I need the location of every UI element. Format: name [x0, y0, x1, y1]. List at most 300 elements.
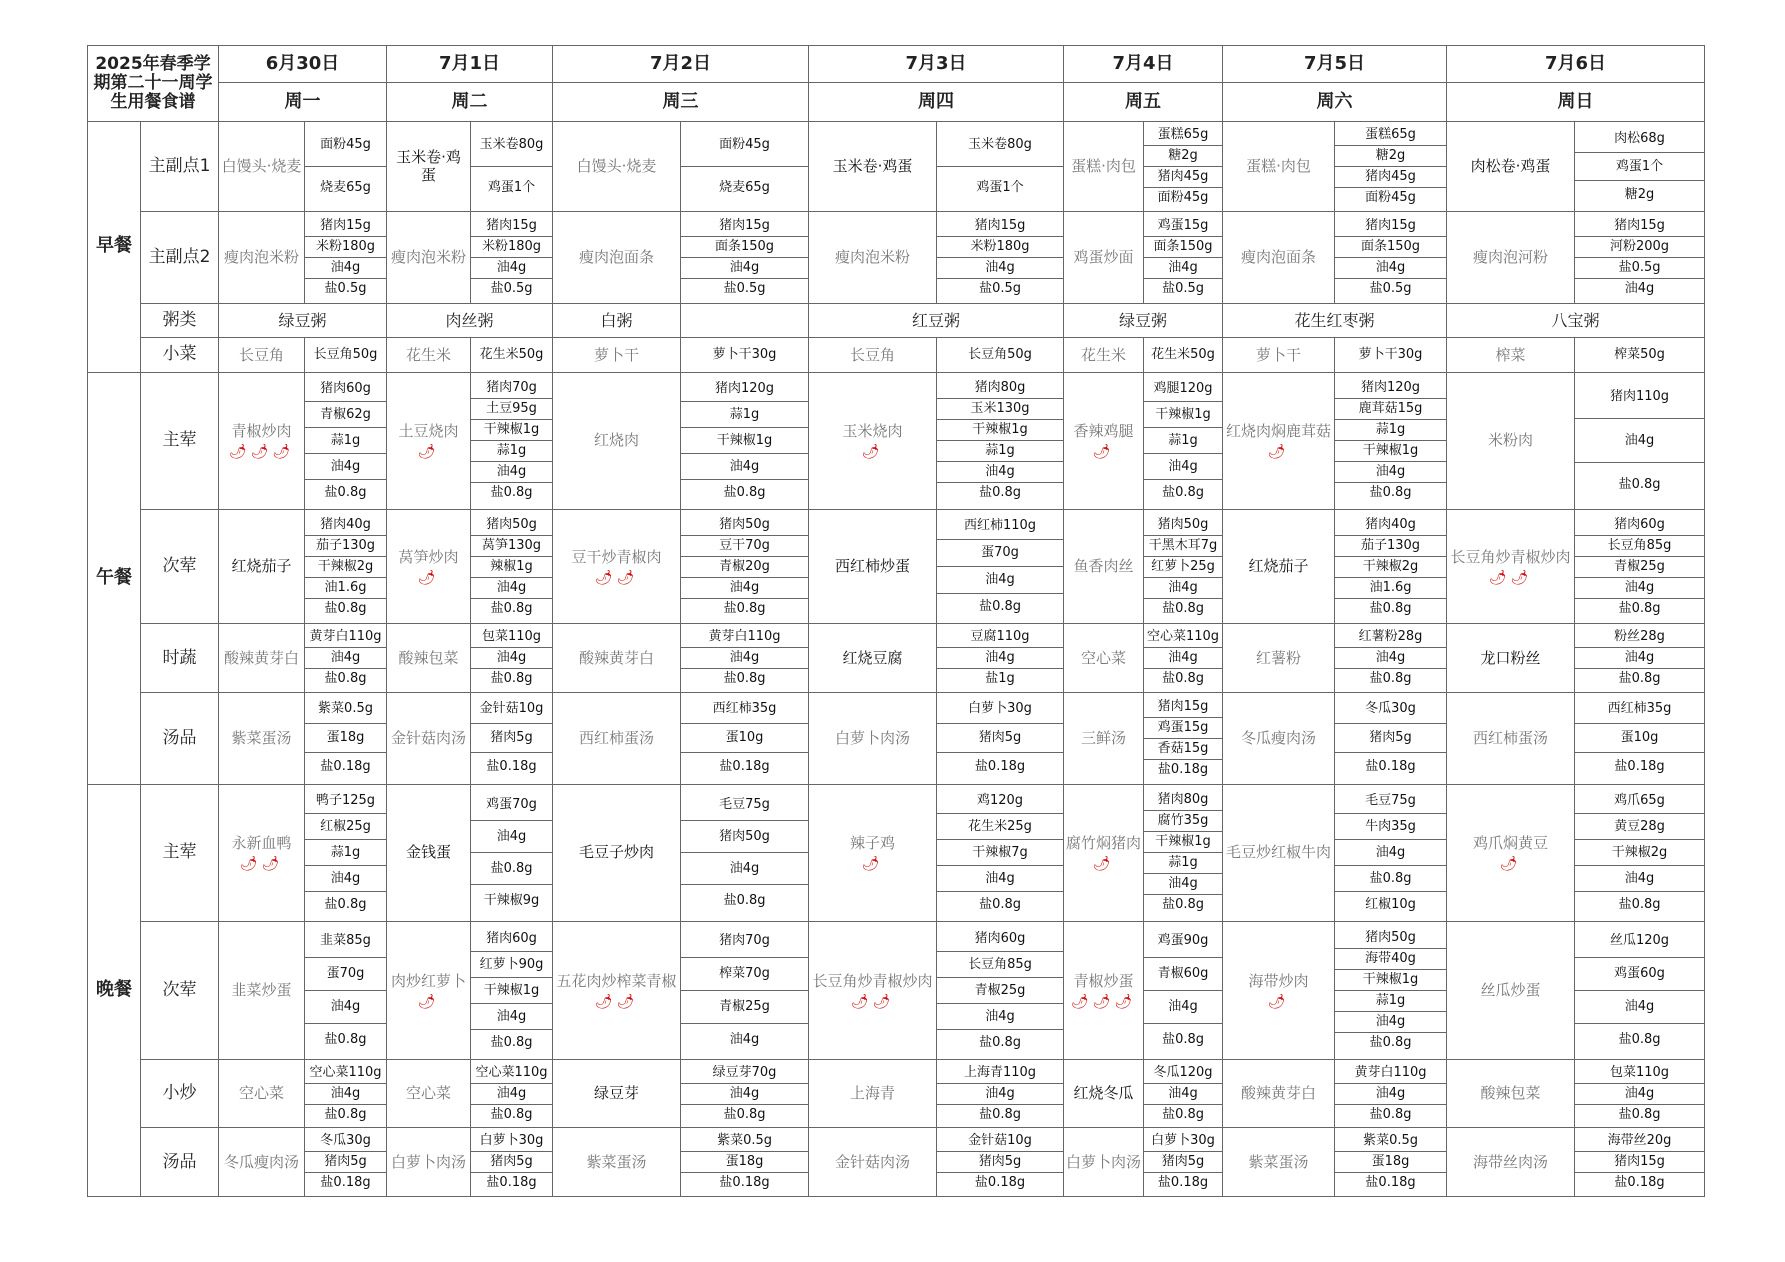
dish-name: 鸡爪焖黄豆	[1473, 834, 1549, 853]
ingredient: 蒜1g	[471, 441, 552, 462]
dish-name: 绿豆芽	[594, 1084, 640, 1103]
ingredient-cell	[305, 921, 387, 1059]
ingredient-cell	[1144, 624, 1223, 693]
ingredient: 绿豆芽70g	[681, 1063, 808, 1084]
chili-pepper-icon: 🌶🌶	[239, 856, 284, 873]
ingredient: 盐0.5g	[979, 281, 1021, 297]
ingredient-cell	[1335, 1128, 1447, 1197]
ingredient-cell	[471, 624, 553, 693]
ingredient: 榨菜70g	[681, 958, 808, 991]
ingredient: 海带40g	[1335, 949, 1446, 970]
ingredient: 米粉180g	[937, 237, 1063, 258]
ingredient: 盐0.5g	[1162, 281, 1204, 297]
ingredient: 花生米25g	[937, 814, 1063, 840]
ingredient: 玉米卷80g	[471, 124, 552, 167]
dish-name: 金针菇肉汤	[391, 728, 467, 747]
ingredient: 空心菜110g	[1144, 627, 1222, 648]
ingredient: 盐0.8g	[1162, 897, 1204, 913]
ingredient: 干黑木耳7g	[1144, 536, 1222, 557]
ingredient: 猪肉70g	[681, 925, 808, 958]
ingredient: 猪肉15g	[471, 216, 552, 237]
ingredient: 油4g	[1575, 866, 1704, 892]
ingredient: 蛋糕65g	[1144, 125, 1222, 146]
ingredient: 黄芽白110g	[1335, 1063, 1446, 1084]
ingredient: 盐0.18g	[974, 759, 1026, 775]
porridge-row	[88, 303, 1705, 337]
ingredient: 油4g	[681, 1084, 808, 1105]
meal-label: 午餐	[88, 372, 141, 784]
dish-name: 瘦肉泡面条	[579, 248, 655, 267]
ingredient-cell	[937, 1059, 1064, 1128]
ingredient: 盐0.8g	[1618, 477, 1661, 493]
dish-name: 毛豆炒红椒牛肉	[1226, 843, 1332, 862]
ingredient: 油4g	[471, 648, 552, 669]
dish-cell	[1064, 509, 1144, 624]
ingredient: 盐0.8g	[1162, 600, 1204, 616]
dish-cell	[387, 921, 471, 1059]
dish-cell	[1223, 921, 1335, 1059]
ingredient: 猪肉15g	[681, 216, 808, 237]
ingredient: 盐0.8g	[1162, 1106, 1204, 1122]
porridge-item: 八宝粥	[1447, 303, 1705, 337]
dish-name: 土豆烧肉	[398, 422, 459, 441]
dish-name: 白馒头·烧麦	[221, 157, 302, 176]
dish-name: 酸辣包菜	[398, 648, 459, 667]
category-label: 时蔬	[141, 624, 219, 693]
dish-name: 辣子鸡	[850, 834, 896, 853]
dish-name: 腐竹焖猪肉	[1066, 834, 1142, 853]
dish-name: 红烧茄子	[231, 557, 292, 576]
ingredient: 盐0.8g	[490, 600, 533, 616]
dish-cell	[1223, 1128, 1335, 1197]
side-dish: 长豆角	[219, 338, 305, 372]
ingredient: 猪肉15g	[1335, 216, 1446, 237]
ingredient: 毛豆75g	[681, 789, 808, 821]
category-label: 汤品	[141, 693, 219, 785]
ingredient: 猪肉50g	[1335, 928, 1446, 949]
ingredient: 猪肉70g	[471, 378, 552, 399]
chili-pepper-icon: 🌶	[861, 856, 884, 873]
ingredient-cell	[471, 1128, 553, 1197]
ingredient: 油4g	[1575, 419, 1704, 463]
ingredient: 猪肉5g	[1144, 1152, 1222, 1173]
menu-row	[88, 693, 1705, 785]
ingredient-cell	[681, 509, 809, 624]
ingredient: 冬瓜30g	[305, 1131, 386, 1152]
menu-row	[88, 121, 1705, 212]
dish-cell	[553, 212, 681, 304]
dish-cell	[387, 784, 471, 921]
dish-cell	[553, 624, 681, 693]
ingredient: 盐1g	[985, 671, 1015, 687]
dish-name: 酸辣包菜	[1480, 1084, 1541, 1103]
ingredient: 糖2g	[1335, 146, 1446, 167]
ingredient: 糖2g	[1144, 146, 1222, 167]
ingredient: 包菜110g	[1575, 1063, 1704, 1084]
ingredient: 猪肉80g	[937, 378, 1063, 399]
ingredient: 猪肉110g	[1575, 375, 1704, 419]
ingredient: 空心菜110g	[471, 1063, 552, 1084]
ingredient: 空心菜110g	[305, 1063, 386, 1084]
ingredient-cell	[305, 1059, 387, 1128]
day-weekday: 周五	[1064, 83, 1223, 121]
ingredient: 盐0.8g	[1162, 671, 1204, 687]
ingredient-cell	[1575, 693, 1705, 785]
ingredient-cell	[1144, 212, 1223, 304]
dish-name: 瘦肉泡河粉	[1473, 248, 1549, 267]
ingredient-cell	[305, 212, 387, 304]
side-dish-amount: 萝卜干30g	[681, 338, 809, 372]
ingredient-cell	[471, 693, 553, 785]
ingredient: 青椒62g	[305, 402, 386, 428]
ingredient: 油4g	[937, 1004, 1063, 1030]
dish-name: 肉炒红萝卜	[391, 971, 467, 990]
ingredient: 猪肉5g	[937, 724, 1063, 753]
ingredient: 白萝卜30g	[1144, 1131, 1222, 1152]
dish-cell	[1223, 624, 1335, 693]
chili-pepper-icon: 🌶	[1092, 443, 1115, 460]
dish-cell	[387, 121, 471, 212]
ingredient: 盐0.5g	[490, 281, 533, 297]
page-title: 2025年春季学期第二十一周学生用餐食谱	[88, 46, 219, 122]
ingredient-cell	[471, 784, 553, 921]
ingredient: 猪肉15g	[937, 216, 1063, 237]
ingredient-cell	[471, 212, 553, 304]
dish-name: 长豆角炒青椒炒肉	[812, 971, 933, 990]
ingredient: 盐0.8g	[1162, 1031, 1204, 1047]
dish-name: 海带炒肉	[1248, 971, 1309, 990]
dish-cell	[809, 1128, 937, 1197]
ingredient-cell	[1335, 693, 1447, 785]
ingredient: 丝瓜120g	[1575, 925, 1704, 958]
ingredient-cell	[937, 509, 1064, 624]
ingredient: 盐0.8g	[979, 1034, 1021, 1050]
chili-pepper-icon: 🌶	[417, 569, 440, 586]
dish-name: 空心菜	[239, 1084, 285, 1103]
dish-cell	[219, 921, 305, 1059]
ingredient: 蛋70g	[305, 958, 386, 991]
ingredient: 盐0.8g	[490, 1034, 533, 1050]
ingredient: 干辣椒1g	[471, 978, 552, 1004]
dish-name: 玉米烧肉	[842, 422, 903, 441]
ingredient: 油4g	[1144, 1084, 1222, 1105]
day-weekday: 周一	[219, 83, 387, 121]
dish-name: 莴笋炒肉	[398, 548, 459, 567]
ingredient-cell	[681, 212, 809, 304]
ingredient-cell	[681, 121, 809, 212]
ingredient: 猪肉60g	[1575, 515, 1704, 536]
dish-name: 西红柿蛋汤	[579, 728, 655, 747]
ingredient: 蒜1g	[305, 428, 386, 454]
ingredient: 红萝卜90g	[471, 952, 552, 978]
dish-cell	[1064, 1128, 1144, 1197]
ingredient: 干辣椒2g	[1575, 840, 1704, 866]
ingredient: 盐0.18g	[1614, 759, 1665, 775]
ingredient: 油4g	[1575, 648, 1704, 669]
ingredient: 蒜1g	[937, 441, 1063, 462]
ingredient: 猪肉5g	[1335, 724, 1446, 753]
ingredient-cell	[1335, 624, 1447, 693]
ingredient: 蛋18g	[1335, 1152, 1446, 1173]
ingredient: 红薯粉28g	[1335, 627, 1446, 648]
dish-name: 长豆角炒青椒炒肉	[1450, 548, 1571, 567]
ingredient: 土豆95g	[471, 399, 552, 420]
ingredient: 干辣椒1g	[471, 420, 552, 441]
chili-pepper-icon: 🌶🌶	[594, 569, 639, 586]
ingredient: 鸡爪65g	[1575, 788, 1704, 814]
ingredient: 油4g	[1144, 648, 1222, 669]
ingredient: 油4g	[1144, 258, 1222, 279]
ingredient: 猪肉40g	[305, 515, 386, 536]
ingredient: 油4g	[1144, 454, 1222, 480]
dish-cell	[219, 624, 305, 693]
category-label: 次荤	[141, 509, 219, 624]
ingredient: 盐0.18g	[1614, 1175, 1665, 1191]
dish-cell	[1223, 693, 1335, 785]
chili-pepper-icon: 🌶🌶	[850, 993, 895, 1010]
dish-name: 豆干炒青椒肉	[571, 548, 662, 567]
ingredient: 青椒60g	[1144, 958, 1222, 991]
ingredient: 青椒20g	[681, 557, 808, 578]
header-weekday-row	[88, 83, 1705, 121]
ingredient: 猪肉15g	[1144, 697, 1222, 718]
dish-name: 玉米卷·鸡蛋	[832, 157, 913, 176]
ingredient: 盐0.18g	[320, 1175, 371, 1191]
dish-cell	[219, 1128, 305, 1197]
ingredient: 油1.6g	[1335, 578, 1446, 599]
dish-cell	[553, 1128, 681, 1197]
side-dish: 花生米	[1064, 338, 1144, 372]
ingredient: 猪肉60g	[937, 926, 1063, 952]
dish-name: 青椒炒蛋	[1073, 971, 1134, 990]
ingredient: 盐0.8g	[1335, 866, 1446, 892]
ingredient-cell	[1335, 121, 1447, 212]
chili-pepper-icon: 🌶🌶🌶	[1070, 993, 1137, 1010]
ingredient: 青椒25g	[681, 991, 808, 1024]
ingredient: 盐0.8g	[1618, 897, 1661, 913]
ingredient: 蒜1g	[1335, 991, 1446, 1012]
ingredient: 干辣椒2g	[1335, 557, 1446, 578]
ingredient: 油4g	[937, 258, 1063, 279]
dish-cell	[1447, 121, 1575, 212]
ingredient: 盐0.8g	[1618, 1031, 1661, 1047]
ingredient-cell	[1144, 1128, 1223, 1197]
ingredient: 盐0.5g	[1369, 281, 1412, 297]
side-dish-amount: 花生米50g	[1144, 338, 1223, 372]
chili-pepper-icon: 🌶🌶🌶	[228, 443, 295, 460]
dish-name: 红烧豆腐	[842, 648, 903, 667]
ingredient: 上海青110g	[937, 1063, 1063, 1084]
dish-cell	[1064, 212, 1144, 304]
dish-cell	[553, 693, 681, 785]
ingredient: 蛋10g	[1575, 724, 1704, 753]
ingredient-cell	[1144, 693, 1223, 785]
ingredient-cell	[305, 121, 387, 212]
ingredient-cell	[681, 921, 809, 1059]
ingredient: 紫菜0.5g	[305, 695, 386, 724]
dish-cell	[809, 212, 937, 304]
ingredient: 辣椒1g	[471, 557, 552, 578]
ingredient: 油4g	[1575, 1084, 1704, 1105]
ingredient: 蛋18g	[681, 1152, 808, 1173]
ingredient: 蒜1g	[1144, 428, 1222, 454]
ingredient: 油4g	[305, 648, 386, 669]
ingredient: 米粉180g	[305, 237, 386, 258]
ingredient: 猪肉15g	[305, 216, 386, 237]
dish-name: 瘦肉泡米粉	[835, 248, 911, 267]
dish-cell	[553, 1059, 681, 1128]
ingredient-cell	[305, 784, 387, 921]
dish-cell	[1064, 921, 1144, 1059]
dish-cell	[553, 372, 681, 509]
ingredient: 猪肉5g	[471, 1152, 552, 1173]
ingredient: 米粉180g	[471, 237, 552, 258]
ingredient: 盐0.18g	[1157, 1175, 1209, 1191]
dish-cell	[1064, 784, 1144, 921]
ingredient: 紫菜0.5g	[681, 1131, 808, 1152]
dish-name: 红烧冬瓜	[1073, 1084, 1134, 1103]
ingredient: 盐0.8g	[723, 485, 766, 501]
ingredient: 西红柿35g	[1575, 695, 1704, 724]
ingredient: 猪肉5g	[471, 724, 552, 753]
ingredient: 油4g	[1624, 281, 1655, 297]
ingredient: 长豆角85g	[937, 952, 1063, 978]
dish-cell	[553, 121, 681, 212]
side-dish-amount: 长豆角50g	[305, 338, 387, 372]
ingredient-cell	[471, 372, 553, 509]
ingredient: 盐0.8g	[324, 600, 367, 616]
dish-name: 红烧肉焖鹿茸菇	[1226, 422, 1332, 441]
chili-pepper-icon: 🌶	[417, 993, 440, 1010]
ingredient: 油4g	[937, 1084, 1063, 1105]
day-date: 7月3日	[809, 46, 1064, 83]
dish-cell	[1447, 212, 1575, 304]
dish-name: 冬瓜瘦肉汤	[1241, 728, 1317, 747]
ingredient: 盐0.8g	[723, 1106, 766, 1122]
ingredient: 盐0.8g	[723, 600, 766, 616]
dish-cell	[219, 212, 305, 304]
ingredient: 猪肉40g	[1335, 515, 1446, 536]
dish-cell	[1064, 372, 1144, 509]
menu-row	[88, 921, 1705, 1059]
ingredient: 油4g	[1335, 1084, 1446, 1105]
ingredient: 盐0.8g	[490, 1106, 533, 1122]
ingredient: 猪肉5g	[305, 1152, 386, 1173]
porridge-item: 绿豆粥	[219, 303, 387, 337]
ingredient: 粉丝28g	[1575, 627, 1704, 648]
dish-cell	[1064, 121, 1144, 212]
ingredient: 鸡蛋70g	[471, 789, 552, 821]
dish-cell	[1223, 212, 1335, 304]
ingredient: 烧麦65g	[320, 179, 371, 195]
ingredient: 毛豆75g	[1335, 788, 1446, 814]
chili-pepper-icon: 🌶	[1267, 443, 1290, 460]
dish-cell	[1064, 1059, 1144, 1128]
dish-name: 酸辣黄芽白	[579, 648, 655, 667]
ingredient: 烧麦65g	[719, 179, 770, 195]
day-weekday: 周四	[809, 83, 1064, 121]
porridge-item: 红豆粥	[809, 303, 1064, 337]
dish-cell	[809, 372, 937, 509]
dish-cell	[1223, 372, 1335, 509]
category-label: 小炒	[141, 1059, 219, 1128]
ingredient-cell	[1144, 372, 1223, 509]
ingredient: 干辣椒7g	[937, 840, 1063, 866]
ingredient-cell	[937, 1128, 1064, 1197]
ingredient: 盐0.8g	[1618, 671, 1661, 687]
ingredient: 干辣椒1g	[1335, 970, 1446, 991]
chili-pepper-icon: 🌶	[1499, 856, 1522, 873]
ingredient: 油4g	[471, 462, 552, 483]
ingredient-cell	[305, 372, 387, 509]
ingredient: 青椒25g	[937, 978, 1063, 1004]
dish-cell	[387, 693, 471, 785]
ingredient-cell	[681, 1128, 809, 1197]
menu-row	[88, 624, 1705, 693]
dish-name: 金钱蛋	[406, 843, 452, 862]
dish-name: 空心菜	[406, 1084, 452, 1103]
dish-cell	[387, 1128, 471, 1197]
dish-cell	[553, 784, 681, 921]
ingredient: 干辣椒1g	[937, 420, 1063, 441]
dish-cell	[219, 693, 305, 785]
ingredient: 干辣椒1g	[1335, 441, 1446, 462]
category-label: 主荤	[141, 784, 219, 921]
ingredient: 盐0.8g	[1369, 1106, 1412, 1122]
ingredient: 冬瓜30g	[1335, 695, 1446, 724]
dish-cell	[809, 509, 937, 624]
category-label: 主副点1	[141, 121, 219, 212]
dish-name: 蛋糕·肉包	[1071, 157, 1136, 176]
ingredient: 盐0.8g	[324, 1106, 367, 1122]
ingredient: 油4g	[1575, 991, 1704, 1024]
ingredient: 蛋70g	[937, 540, 1063, 567]
ingredient: 盐0.18g	[486, 759, 537, 775]
dish-cell	[387, 1059, 471, 1128]
ingredient: 鸡120g	[937, 788, 1063, 814]
header-date-row	[88, 46, 1705, 83]
ingredient: 韭菜85g	[305, 925, 386, 958]
meal-label: 早餐	[88, 121, 141, 372]
ingredient-cell	[1335, 509, 1447, 624]
dish-name: 鸡蛋炒面	[1073, 248, 1134, 267]
ingredient: 莴笋130g	[471, 536, 552, 557]
chili-pepper-icon: 🌶🌶	[1488, 569, 1533, 586]
dish-cell	[1223, 784, 1335, 921]
side-dish: 长豆角	[809, 338, 937, 372]
ingredient: 油4g	[305, 1084, 386, 1105]
side-dish: 榨菜	[1447, 338, 1575, 372]
ingredient: 猪肉15g	[1575, 216, 1704, 237]
day-date: 7月5日	[1223, 46, 1447, 83]
ingredient: 红萝卜25g	[1144, 557, 1222, 578]
chili-pepper-icon: 🌶	[417, 443, 440, 460]
ingredient: 盐0.8g	[1369, 485, 1412, 501]
ingredient: 面粉45g	[681, 124, 808, 167]
chili-pepper-icon: 🌶	[861, 443, 884, 460]
dish-name: 上海青	[850, 1084, 896, 1103]
ingredient: 黄芽白110g	[305, 627, 386, 648]
ingredient: 盐0.8g	[1369, 600, 1412, 616]
ingredient: 盐0.8g	[324, 897, 367, 913]
ingredient: 油4g	[1335, 258, 1446, 279]
dish-cell	[1064, 693, 1144, 785]
ingredient-cell	[937, 624, 1064, 693]
day-date: 6月30日	[219, 46, 387, 83]
day-weekday: 周日	[1447, 83, 1705, 121]
dish-cell	[1223, 509, 1335, 624]
ingredient-cell	[471, 921, 553, 1059]
